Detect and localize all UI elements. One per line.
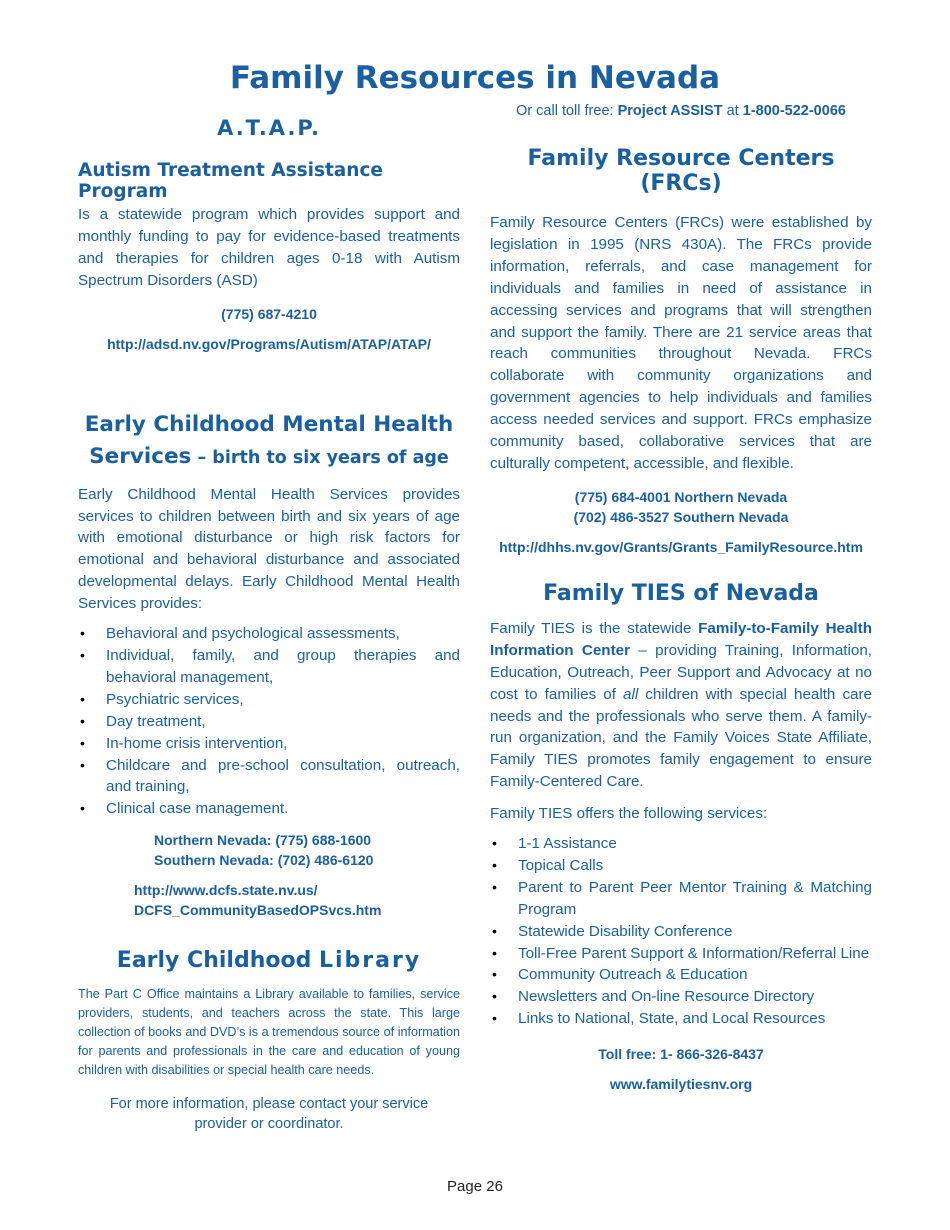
ties-body: Family TIES is the statewide Family-to-Family Health Information Center – providing Training, Information, Education, Outreach, Peer Support and Advocacy at no cost to families of all children with special health care needs and the professionals who serve them. A family-run organization, and the Family Voices State Affiliate, Family TIES promotes family engagement to ensure Family-Centered Care. — [490, 619, 873, 791]
list-item: • Individual, family, and group therapies and behavioral management, — [80, 646, 460, 686]
ties-heading: Family TIES of Nevada — [543, 580, 819, 606]
list-item: • Statewide Disability Conference — [490, 921, 872, 943]
bullet-icon: • — [80, 800, 85, 817]
list-item: • In-home crisis intervention, — [78, 733, 460, 755]
page-title: Family Resources in Nevada — [229, 60, 721, 96]
ecmh-heading-line2 — [78, 441, 460, 474]
atap-phone: (775) 687-4210 — [221, 305, 317, 322]
bullet-icon: • — [80, 712, 85, 729]
library-body: The Part C Office maintains a Library available to families, service providers, students, and teachers across the state. This large collection of books and DVD’s is a tremendous source of information for parents and professionals in the care and education of young children with disabilities or special health care needs. — [78, 987, 460, 1078]
library-footer: For more information, please contact your service provider or coordinator. — [109, 1096, 429, 1133]
bullet-icon: • — [80, 625, 85, 642]
bullet-icon: • — [492, 922, 497, 939]
bullet-icon: • — [80, 734, 85, 751]
frc-link[interactable]: http://dhhs.nv.gov/Grants/Grants_FamilyResource.htm — [499, 538, 863, 555]
atap-subheading: Autism Treatment Assistance Program — [78, 160, 383, 202]
assist-line: Or call toll free: Project ASSIST at 1-800-522-0066 — [516, 103, 846, 119]
atap-heading: A.T.A.P. — [217, 116, 321, 140]
ecmh-heading-sub: – birth to six years of age — [191, 447, 449, 468]
ecmh-heading-main: Services — [89, 443, 192, 469]
list-item: • Community Outreach & Education — [490, 964, 872, 986]
bullet-icon: • — [492, 988, 497, 1005]
list-item: • Topical Calls — [490, 855, 872, 877]
ecmh-link-line1[interactable]: http://www.dcfs.state.nv.us/ — [134, 882, 318, 899]
frc-heading: Family Resource Centers (FRCs) — [527, 146, 835, 196]
bullet-icon: • — [80, 756, 85, 773]
bullet-icon: • — [492, 1010, 497, 1027]
ecmh-body: Early Childhood Mental Health Services provides services to children between birth and six years of age with emotional disturbance or high risk factors for emotional and behavioral disturbance and associated developmental delays. Early Childhood Mental Health Services provides: — [78, 485, 460, 613]
bullet-icon: • — [492, 944, 497, 961]
ties-services-list — [490, 833, 872, 1030]
frc-body: Family Resource Centers (FRCs) were established by legislation in 1995 (NRS 430A). The FRCs provide information, referrals, and case management for individuals and families in need of assistance in accessing services and programs that will strengthen and support the family. There are 21 service areas that reach communities throughout Nevada. FRCs collaborate with community organizations and government agencies to help individuals and families access needed services and support. FRCs emphasize community based, collaborative services that are culturally competent, accessible, and flexible. — [490, 214, 872, 472]
page-number: Page 26 — [447, 1178, 503, 1195]
bullet-icon: • — [492, 835, 497, 852]
left-column — [78, 100, 460, 1134]
ecmh-heading-line1: Early Childhood Mental Health — [84, 411, 454, 437]
ecmh-list — [78, 623, 460, 820]
ties-services-intro: Family TIES offers the following services: — [490, 805, 768, 823]
ecmh-north-phone: Northern Nevada: (775) 688-1600 — [154, 832, 372, 849]
library-heading: Early Childhood Library — [116, 948, 422, 974]
list-item: • Parent to Parent Peer Mentor Training & Matching Program — [492, 878, 872, 918]
list-item: • Clinical case management. — [78, 798, 460, 820]
bullet-icon: • — [492, 878, 497, 895]
bullet-icon: • — [492, 966, 497, 983]
list-item: • Childcare and pre-school consultation, outreach, and training, — [80, 756, 460, 796]
atap-link[interactable]: http://adsd.nv.gov/Programs/Autism/ATAP/ATAP/ — [107, 335, 431, 352]
frc-north-phone: (775) 684-4001 Northern Nevada — [574, 488, 788, 505]
list-item: • Toll-Free Parent Support & Information/Referral Line — [490, 943, 872, 965]
list-item: • Psychiatric services, — [78, 689, 460, 711]
list-item: • 1-1 Assistance — [490, 833, 872, 855]
list-item: • Links to National, State, and Local Resources — [490, 1008, 872, 1030]
list-item: • Behavioral and psychological assessments, — [78, 623, 460, 645]
bullet-icon: • — [80, 690, 85, 707]
ecmh-link-line2[interactable]: DCFS_CommunityBasedOPSvcs.htm — [134, 902, 382, 919]
list-item: • Newsletters and On-line Resource Directory — [490, 986, 872, 1008]
right-column — [490, 100, 872, 1094]
bullet-icon: • — [492, 856, 497, 873]
list-item: • Day treatment, — [78, 711, 460, 733]
frc-south-phone: (702) 486-3527 Southern Nevada — [573, 508, 789, 525]
ties-tollfree: Toll free: 1- 866-326-8437 — [598, 1046, 764, 1063]
bullet-icon: • — [80, 646, 85, 663]
ecmh-south-phone: Southern Nevada: (702) 486-6120 — [154, 852, 374, 869]
ties-link[interactable]: www.familytiesnv.org — [609, 1076, 753, 1093]
atap-body: Is a statewide program which provides support and monthly funding to pay for evidence-based treatments and therapies for children ages 0-18 with Autism Spectrum Disorders (ASD) — [78, 206, 460, 289]
